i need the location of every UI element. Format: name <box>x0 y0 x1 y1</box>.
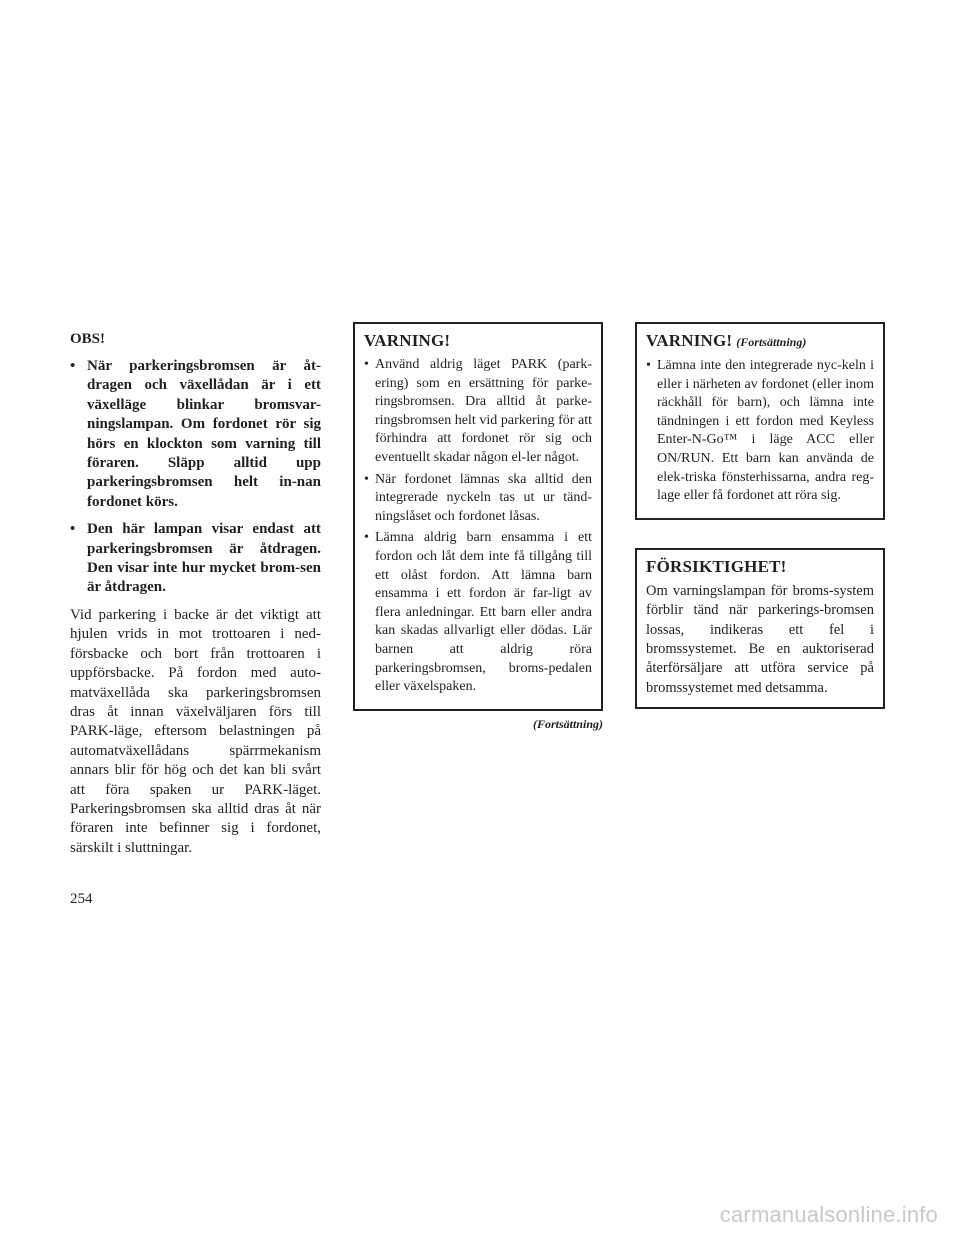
warning-bullet-list <box>364 356 592 697</box>
warning-bullet-text: Lämna inte den integrerade nyc-keln i eller i närheten av fordonet (eller inom räckhåll för barn), och lämna inte tändningen i ett fordon med Keyless Enter-N-Go™ i läge ACC eller ON/RUN. Ett barn kan använda de elek-triska fönsterhissarna, andra reg-lage eller få fordonet att röra sig. <box>657 358 874 504</box>
warning-bullet-text: Lämna aldrig barn ensamma i ett fordon och låt dem inte få tillgång till ett olåst fordon. Att lämna barn ensamma i ett fordon är far-ligt av flera anledningar. Ett barn eller andra kan skadas allvarligt eller dödas. Lär barnen att aldrig röra parkeringsbromsen, broms-pedalen eller växelspaken. <box>375 530 592 695</box>
warning-continued-label: (Fortsättning) <box>736 335 807 349</box>
page-number: 254 <box>70 891 93 907</box>
note-bullet-text: Den här lampan visar endast att parkeringsbromsen är åtdragen. Den visar inte hur mycket brom-sen är åtdragen. <box>87 521 321 596</box>
warning-bullet-item <box>364 529 592 696</box>
warning-bullet-item <box>364 356 592 468</box>
bullet-icon: • <box>646 358 651 373</box>
warning-bullet-item <box>646 357 874 506</box>
warning-title-text: VARNING! <box>646 331 733 350</box>
left-column <box>70 322 321 858</box>
watermark: carmanualsonline.info <box>719 1202 938 1227</box>
warning-bullet-text: Använd aldrig läget PARK (park-ering) som en ersättning för parke-ringsbromsen. Dra alltid åt parke-ringsbromsen helt vid parkering för att förhindra att fordonet rör sig och eventuellt skadar någon el-ler något. <box>375 357 592 465</box>
right-column <box>635 322 885 709</box>
bullet-icon: • <box>364 530 369 546</box>
note-bullet-item <box>70 520 321 598</box>
note-heading: OBS! <box>70 331 106 347</box>
note-bullet-list <box>70 357 321 598</box>
warning-bullet-text: När fordonet lämnas ska alltid den integrerade nyckeln tas ut ur tänd-ningslåset och fordonet låsas. <box>375 471 592 524</box>
note-bullet-text: När parkeringsbromsen är åt-dragen och växellådan är i ett växelläge blinkar bromsvar-ningslampan. Om fordonet rör sig hörs en klockton som varning till föraren. Släpp alltid upp parkeringsbromsen helt in-nan fordonet körs. <box>87 358 321 510</box>
note-bullet-item <box>70 357 321 512</box>
warning-title: VARNING! <box>364 331 451 350</box>
bullet-icon: • <box>70 521 76 538</box>
bullet-icon: • <box>70 358 76 374</box>
bullet-icon: • <box>364 471 369 487</box>
caution-title: FÖRSIKTIGHET! <box>646 556 787 576</box>
bullet-icon: • <box>364 357 369 372</box>
middle-column <box>353 322 603 732</box>
warning-title <box>646 330 874 353</box>
caution-box <box>635 548 885 709</box>
warning-continued-box <box>635 322 885 520</box>
warning-bullet-list <box>646 357 874 506</box>
warning-box <box>353 322 603 711</box>
warning-bullet-item <box>364 471 592 527</box>
parking-paragraph: Vid parkering i backe är det viktigt att hjulen vrids in mot trottoaren i ned-försbacke och bort från trottoaren i uppförsbacke. På fordon med auto-matväxellåda ska parkeringsbromsen dras åt innan växelväljaren förs till PARK-läge, eftersom belastningen på automatväxellådans spärrmekanism annars blir för hög och det kan bli svårt att föra spaken ur PARK-läget. Parkeringsbromsen ska alltid dras åt när föraren inte befinner sig i fordonet, särskilt i sluttningar. <box>70 606 321 856</box>
continued-label: (Fortsättning) <box>532 716 603 731</box>
caution-text: Om varningslampan för broms-system förblir tänd när parkerings-bromsen lossas, indikeras ett fel i bromssystemet. Be en auktoriserad återförsäljare att utföra service på bromssystemet med detsamma. <box>646 582 874 696</box>
